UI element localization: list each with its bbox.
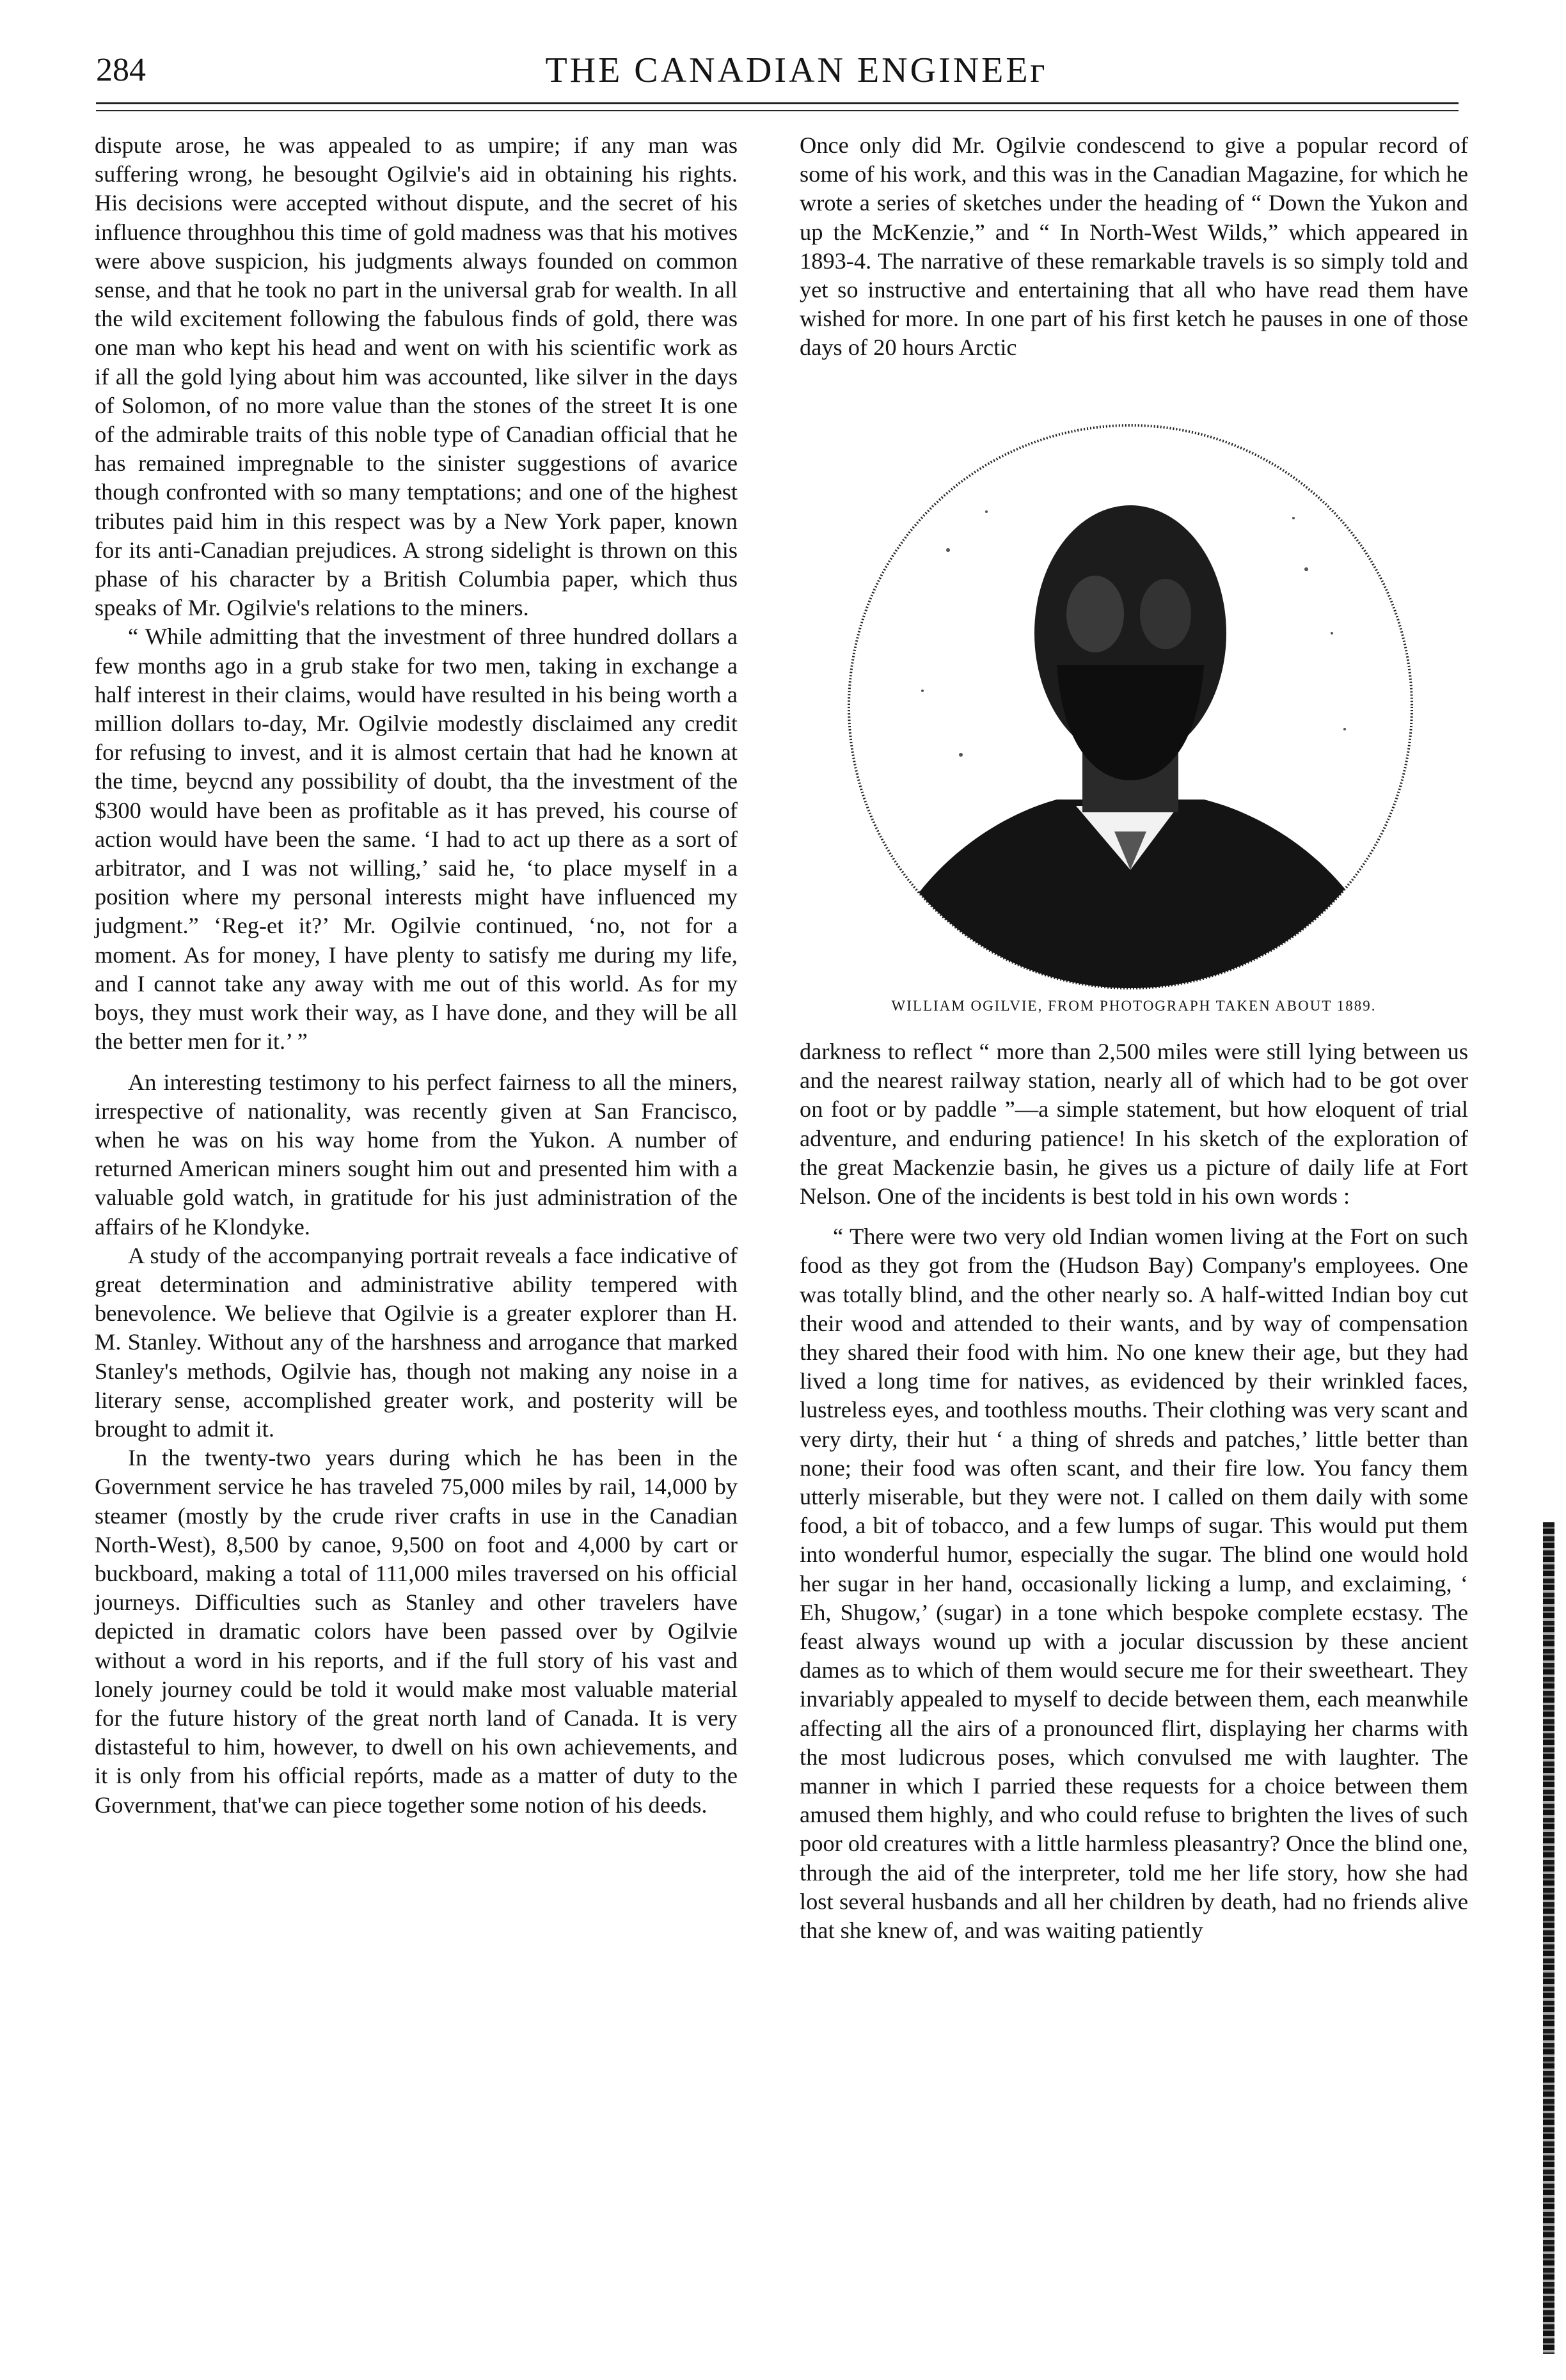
paragraph: dispute arose, he was appealed to as umpire; if any man was suffering wrong, he besought Ogilvie's aid in obtaining his rights. His decisions were accepted without dispute, and the secret of his influence throughhou this time of gold madness was that his motives were above suspicion, his judgments always founded on common sense, and that he took no part in the universal grab for wealth. In all the wild excitement following the fabulous finds of gold, there was one man who kept his head and went on with his scientific work as if all the gold lying about him was accounted, like silver in the days of Solomon, of no more value than the stones of the street It is one of the admirable traits of this noble type of Canadian official that he has remained impregnable to the sinister suggestions of avarice though confronted with so many temptations; and one of the highest tributes paid him in this respect was by a New York paper, known for its anti-Canadian prejudices. A strong sidelight is thrown on this phase of his character by a British Columbia paper, which thus speaks of Mr. Ogilvie's relations to the miners.: [95, 132, 738, 621]
running-header: [90, 50, 1465, 101]
right-column-bottom: [800, 1037, 1468, 1945]
portrait-image: [846, 422, 1415, 991]
paragraph: Once only did Mr. Ogilvie condescend to give a popular record of some of his work, and this was in the Canadian Magazine, for which he wrote a series of sketches under the heading of “ Down the Yukon and up the McKenzie,” and “ In North-West Wilds,” which appeared in 1893-4. The narrative of these remarkable travels is so simply told and yet so instructive and entertaining that all who have read them have wished for more. In one part of his first ketch he pauses in one of those days of 20 hours Arctic: [800, 132, 1468, 361]
running-title: THE CANADIAN ENGINEEᴦ: [545, 51, 1048, 90]
paragraph: darkness to reflect “ more than 2,500 miles were still lying between us and the nearest railway station, nearly all of which had to be got over on foot or by paddle ”—a simple statement, but how eloquent of trial adventure, and enduring patience! In his sketch of the exploration of the great Mackenzie basin, he gives us a picture of daily life at Fort Nelson. One of the incidents is best told in his own words :: [800, 1039, 1468, 1210]
paragraph: In the twenty-two years during which he has been in the Government service he has traveled 75,000 miles by rail, 14,000 by steamer (mostly by the crude river crafts in use in the Canadian North-West), 8,500 by canoe, 9,500 on foot and 4,000 by cart or buckboard, making a total of 111,000 miles traversed on his official journeys. Difficulties such as Stanley and other travelers have depicted in dramatic colors have been passed over by Ogilvie without a word in his reports, and if the full story of his vast and lonely journey could be told it would make most valuable material for the future history of the great north land of Canada. It is very distasteful to him, however, to dwell on his own achievements, and it is only from his official repórts, made as a matter of duty to the Government, that'we can piece together some notion of his deeds.: [95, 1445, 738, 1818]
right-column-top: [800, 131, 1468, 363]
paragraph: An interesting testimony to his perfect fairness to all the miners, irrespective of nationality, was recently given at San Francisco, when he was on his way home from the Yukon. A number of returned American miners sought him out and presented him with a valuable gold watch, in gratitude for his just administration of the affairs of he Klondyke.: [95, 1069, 738, 1240]
scan-edge-marks: [1543, 1522, 1554, 2354]
paragraph: A study of the accompanying portrait reveals a face indicative of great determination and administrative ability tempered with benevolence. We believe that Ogilvie is a greater explorer than H. M. Stanley. Without any of the harshness and arrogance that marked Stanley's methods, Ogilvie has, though not making any noise in a literary sense, accomplished greater work, and posterity will be brought to admit it.: [95, 1242, 738, 1442]
header-rule-double: [96, 110, 1459, 111]
header-rule: [96, 102, 1459, 104]
page-number: 284: [96, 52, 146, 88]
quote-paragraph: “ While admitting that the investment of three hundred dollars a few months ago in a grub stake for two men, taking in exchange a half interest in their claims, would have resulted in his being worth a million dollars to-day, Mr. Ogilvie modestly disclaimed any credit for refusing to invest, and it is almost certain that had he known at the time, beycnd any possibility of doubt, tha the investment of the $300 would have been as profitable as it has preved, his course of action would have been the same. ‘I had to act up there as a sort of arbitrator, and I was not willing,’ said he, ‘to place myself in a position where my personal interests might have influenced my judgment.” ‘Reg-et it?’ Mr. Ogilvie continued, ‘no, not for a moment. As for money, I have plenty to satisfy me during my life, and I cannot take any away with me out of this world. As for my boys, they must work their way, as I have done, and they will be all the better men for it.’ ”: [95, 624, 738, 1055]
left-column: [95, 131, 738, 1820]
figure-caption: WILLIAM OGILVIE, FROM PHOTOGRAPH TAKEN ABOUT 1889.: [891, 998, 1377, 1014]
quote-paragraph: “ There were two very old Indian women living at the Fort on such food as they got from the (Hudson Bay) Company's employees. One was totally blind, and the other nearly so. A half-witted Indian boy cut their wood and attended to their wants, and by way of compensation they shared their food with him. No one knew their age, but they had lived a long time for natives, as evidenced by their wrinkled faces, lustreless eyes, and toothless mouths. Their clothing was very scant and very dirty, their hut ‘ a thing of shreds and patches,’ little better than none; their food was often scant, and their fire low. You fancy them utterly miserable, but they were not. I called on them daily with some food, a bit of tobacco, and a few lumps of sugar. This would put them into wonderful humor, especially the sugar. The blind one would hold her sugar in her hand, occasionally licking a lump, and exclaiming, ‘ Eh, Shugow,’ (sugar) in a tone which bespoke complete ecstasy. The feast always wound up with a jocular discussion by these ancient dames as to which of them would secure me for their sweetheart. They invariably appealed to myself to decide between them, each meanwhile affecting all the airs of a pronounced flirt, displaying her charms with the most ludicrous poses, which convulsed me with laughter. The manner in which I parried these requests for a choice between them amused them highly, and who could refuse to brighten the lives of such poor old creatures with a little harmless pleasantry? Once the blind one, through the aid of the interpreter, told me her life story, how she had lost several husbands and all her children by death, had no friends alive that she knew of, and was waiting patiently: [800, 1224, 1468, 1944]
